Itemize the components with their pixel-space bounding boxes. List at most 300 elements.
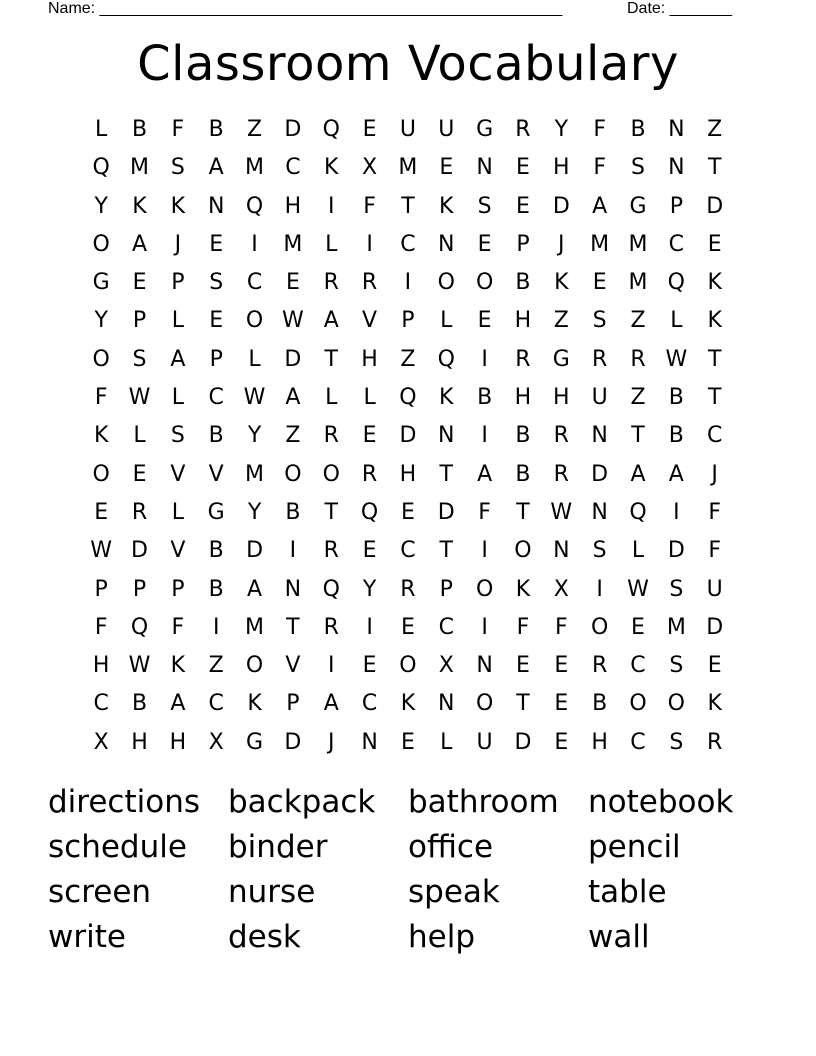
grid-cell[interactable]: L xyxy=(363,385,376,411)
grid-cell[interactable]: E xyxy=(132,461,147,487)
grid-cell[interactable]: J xyxy=(327,729,335,755)
grid-cell[interactable]: L xyxy=(440,308,453,334)
grid-cell[interactable]: H xyxy=(591,729,608,755)
grid-cell[interactable]: O xyxy=(475,270,494,296)
grid-cell[interactable]: H xyxy=(514,308,532,334)
grid-cell[interactable]: B xyxy=(208,117,224,142)
grid-cell[interactable]: N xyxy=(438,691,455,717)
grid-cell[interactable]: D xyxy=(706,193,724,219)
grid-cell[interactable]: B xyxy=(131,691,148,717)
grid-cell[interactable]: I xyxy=(673,499,680,525)
grid-cell[interactable]: I xyxy=(366,614,373,640)
grid-cell[interactable]: E xyxy=(400,729,415,755)
grid-cell[interactable]: H xyxy=(92,653,110,679)
grid-cell[interactable]: B xyxy=(477,385,493,411)
grid-cell[interactable]: W xyxy=(243,385,266,411)
grid-cell[interactable]: I xyxy=(481,614,488,640)
grid-cell[interactable]: R xyxy=(400,576,416,602)
grid-cell[interactable]: R xyxy=(515,117,531,142)
grid-cell[interactable]: N xyxy=(361,729,378,755)
grid-cell[interactable]: D xyxy=(284,729,302,755)
grid-cell[interactable]: K xyxy=(132,193,147,219)
grid-cell[interactable]: P xyxy=(401,308,415,334)
grid-cell[interactable]: N xyxy=(438,231,455,257)
grid-cell[interactable]: S xyxy=(170,423,185,449)
grid-cell[interactable]: J xyxy=(174,231,182,257)
grid-cell[interactable]: E xyxy=(400,499,415,525)
grid-cell[interactable]: S xyxy=(669,653,684,679)
grid-cell[interactable]: O xyxy=(399,653,417,679)
grid-cell[interactable]: A xyxy=(592,193,608,219)
grid-cell[interactable]: E xyxy=(554,691,569,717)
grid-cell[interactable]: O xyxy=(629,691,647,717)
grid-cell[interactable]: F xyxy=(516,614,530,640)
grid-cell[interactable]: R xyxy=(323,538,339,564)
grid-cell[interactable]: M xyxy=(628,231,648,257)
grid-cell[interactable]: D xyxy=(131,538,148,564)
grid-cell[interactable]: G xyxy=(92,270,110,296)
grid-cell[interactable]: Z xyxy=(247,117,263,142)
grid-cell[interactable]: M xyxy=(245,614,265,640)
grid-cell[interactable]: T xyxy=(439,461,453,487)
grid-cell[interactable]: Y xyxy=(247,423,262,449)
grid-cell[interactable]: E xyxy=(362,117,377,142)
grid-cell[interactable]: E xyxy=(400,614,415,640)
grid-cell[interactable]: B xyxy=(208,576,224,602)
grid-cell[interactable]: H xyxy=(399,461,417,487)
grid-cell[interactable]: D xyxy=(284,117,302,142)
grid-cell[interactable]: K xyxy=(170,653,186,679)
grid-cell[interactable]: C xyxy=(400,538,416,564)
grid-cell[interactable]: N xyxy=(668,155,685,181)
grid-cell[interactable]: E xyxy=(516,193,530,219)
grid-cell[interactable]: A xyxy=(170,691,186,717)
grid-cell[interactable]: Y xyxy=(362,576,377,602)
grid-row xyxy=(82,724,734,762)
grid-cell[interactable]: M xyxy=(245,155,265,181)
grid-cell[interactable]: E xyxy=(592,270,607,296)
grid-cell[interactable]: D xyxy=(667,538,685,564)
grid-cell[interactable]: Z xyxy=(400,346,416,372)
grid-cell[interactable]: H xyxy=(553,155,570,181)
grid-cell[interactable]: I xyxy=(327,653,335,679)
grid-row xyxy=(82,226,734,264)
word-list-item: notebook xyxy=(588,784,734,820)
grid-cell[interactable]: E xyxy=(707,653,722,679)
grid-cell[interactable]: I xyxy=(596,576,603,602)
grid-cell[interactable]: E xyxy=(554,653,569,679)
grid-cell[interactable]: C xyxy=(246,270,263,296)
grid-cell[interactable]: D xyxy=(246,538,264,564)
grid-cell[interactable]: F xyxy=(708,538,721,564)
grid-cell[interactable]: R xyxy=(515,346,531,372)
grid-cell[interactable]: P xyxy=(286,691,300,717)
grid-cell[interactable]: K xyxy=(439,193,454,219)
grid-cell[interactable]: D xyxy=(706,614,724,640)
grid-cell[interactable]: I xyxy=(404,270,412,296)
grid-cell[interactable]: X xyxy=(553,576,569,602)
grid-cell[interactable]: K xyxy=(707,308,722,334)
grid-cell[interactable]: A xyxy=(323,691,339,717)
grid-cell[interactable]: B xyxy=(285,499,301,525)
grid-cell[interactable]: R xyxy=(361,461,378,487)
grid-cell[interactable]: E xyxy=(477,231,492,257)
grid-cell[interactable]: X xyxy=(93,729,109,755)
grid-cell[interactable]: T xyxy=(286,614,300,640)
grid-cell[interactable]: C xyxy=(285,155,301,181)
grid-cell[interactable]: W xyxy=(128,653,151,679)
grid-cell[interactable]: U xyxy=(476,729,493,755)
grid-cell[interactable]: A xyxy=(131,231,148,257)
grid-cell[interactable]: P xyxy=(516,231,530,257)
grid-cell[interactable]: Z xyxy=(285,423,301,449)
grid-cell[interactable]: S xyxy=(170,155,185,181)
grid-cell[interactable]: I xyxy=(481,346,488,372)
grid-cell[interactable]: N xyxy=(476,155,493,181)
grid-cell[interactable]: A xyxy=(477,461,493,487)
grid-cell[interactable]: J xyxy=(711,461,718,487)
grid-cell[interactable]: W xyxy=(282,308,304,334)
grid-cell[interactable]: R xyxy=(630,346,646,372)
grid-cell[interactable]: N xyxy=(284,576,302,602)
grid-cell[interactable]: V xyxy=(362,308,378,334)
grid-cell[interactable]: G xyxy=(629,193,647,219)
grid-cell[interactable]: L xyxy=(248,346,261,372)
grid-cell[interactable]: E xyxy=(285,270,300,296)
grid-cell[interactable]: K xyxy=(515,576,531,602)
grid-cell[interactable]: B xyxy=(515,423,531,449)
grid-cell[interactable]: S xyxy=(477,193,492,219)
grid-cell[interactable]: H xyxy=(514,385,532,411)
grid-cell[interactable]: M xyxy=(590,231,610,257)
grid-cell[interactable]: G xyxy=(207,499,225,525)
grid-cell[interactable]: T xyxy=(439,538,453,564)
grid-cell[interactable]: H xyxy=(361,346,378,372)
grid-cell[interactable]: V xyxy=(170,538,186,564)
grid-cell[interactable]: M xyxy=(628,270,648,296)
grid-cell[interactable]: O xyxy=(92,346,110,372)
grid-cell[interactable]: R xyxy=(323,614,339,640)
grid-cell[interactable]: O xyxy=(92,461,110,487)
grid-cell[interactable]: S xyxy=(592,308,607,334)
grid-cell[interactable]: E xyxy=(516,155,530,181)
grid-cell[interactable]: H xyxy=(553,385,570,411)
grid-cell[interactable]: B xyxy=(668,385,684,411)
grid-cell[interactable]: L xyxy=(325,385,338,411)
grid-cell[interactable]: T xyxy=(324,346,338,372)
grid-cell[interactable]: Y xyxy=(554,117,569,142)
grid-cell[interactable]: F xyxy=(593,155,606,181)
grid-cell[interactable]: A xyxy=(668,461,684,487)
grid-cell[interactable]: Y xyxy=(94,193,108,219)
word-list-item: table xyxy=(588,874,667,910)
grid-cell[interactable]: I xyxy=(251,231,258,257)
grid-cell[interactable]: R xyxy=(361,270,378,296)
grid-cell[interactable]: W xyxy=(627,576,649,602)
grid-cell[interactable]: P xyxy=(439,576,453,602)
grid-cell[interactable]: A xyxy=(247,576,263,602)
grid-cell[interactable]: E xyxy=(477,308,492,334)
grid-cell[interactable]: Z xyxy=(553,308,569,334)
grid-cell[interactable]: Q xyxy=(322,576,340,602)
grid-cell[interactable]: P xyxy=(171,270,185,296)
grid-cell[interactable]: Y xyxy=(94,308,108,334)
grid-cell[interactable]: T xyxy=(324,499,338,525)
grid-cell[interactable]: F xyxy=(478,499,491,525)
grid-cell[interactable]: B xyxy=(630,117,646,142)
grid-cell[interactable]: Q xyxy=(399,385,417,411)
grid-cell[interactable]: B xyxy=(208,538,224,564)
grid-cell[interactable]: R xyxy=(323,270,339,296)
grid-cell[interactable]: F xyxy=(554,614,568,640)
grid-cell[interactable]: F xyxy=(94,385,108,411)
grid-cell[interactable]: I xyxy=(366,231,373,257)
grid-cell[interactable]: Q xyxy=(92,155,110,181)
grid-cell[interactable]: P xyxy=(132,576,147,602)
word-list-item: office xyxy=(408,829,494,865)
grid-cell[interactable]: K xyxy=(707,270,722,296)
grid-cell[interactable]: M xyxy=(283,231,303,257)
grid-cell[interactable]: T xyxy=(707,346,722,372)
grid-cell[interactable]: A xyxy=(170,346,186,372)
grid-cell[interactable]: D xyxy=(514,729,532,755)
grid-cell[interactable]: Q xyxy=(360,499,379,525)
grid-cell[interactable]: E xyxy=(631,614,645,640)
grid-cell[interactable]: W xyxy=(550,499,573,525)
grid-cell[interactable]: W xyxy=(128,385,151,411)
grid-cell[interactable]: Q xyxy=(130,614,149,640)
grid-cell[interactable]: N xyxy=(668,117,685,142)
grid-cell[interactable]: K xyxy=(247,691,262,717)
grid-cell[interactable]: X xyxy=(438,653,454,679)
grid-cell[interactable]: T xyxy=(707,385,722,411)
grid-cell[interactable]: L xyxy=(670,308,683,334)
grid-cell[interactable]: K xyxy=(554,270,569,296)
grid-cell[interactable]: C xyxy=(668,231,685,257)
grid-cell[interactable]: M xyxy=(666,614,686,640)
grid-cell[interactable]: O xyxy=(92,231,110,257)
grid-cell[interactable]: P xyxy=(209,346,223,372)
grid-cell[interactable]: N xyxy=(591,499,608,525)
grid-cell[interactable]: S xyxy=(209,270,224,296)
grid-cell[interactable]: B xyxy=(515,270,531,296)
grid-cell[interactable]: R xyxy=(591,346,608,372)
grid-cell[interactable]: Z xyxy=(707,117,723,142)
grid-cell[interactable]: F xyxy=(94,614,108,640)
grid-cell[interactable]: A xyxy=(285,385,301,411)
grid-cell[interactable]: H xyxy=(169,729,187,755)
grid-cell[interactable]: O xyxy=(667,691,685,717)
grid-cell[interactable]: S xyxy=(132,346,147,372)
grid-cell[interactable]: E xyxy=(209,308,224,334)
grid-cell[interactable]: N xyxy=(591,423,608,449)
grid-cell[interactable]: K xyxy=(707,691,722,717)
grid-cell[interactable]: U xyxy=(399,117,416,142)
grid-cell[interactable]: K xyxy=(170,193,186,219)
grid-cell[interactable]: I xyxy=(212,614,220,640)
grid-cell[interactable]: P xyxy=(669,193,683,219)
grid-row xyxy=(82,456,734,494)
grid-cell[interactable]: H xyxy=(284,193,302,219)
grid-cell[interactable]: Q xyxy=(667,270,685,296)
grid-cell[interactable]: V xyxy=(208,461,224,487)
grid-cell[interactable]: S xyxy=(631,155,645,181)
grid-cell[interactable]: E xyxy=(516,653,530,679)
grid-cell[interactable]: R xyxy=(323,423,339,449)
grid-cell[interactable]: U xyxy=(591,385,608,411)
grid-cell[interactable]: W xyxy=(90,538,113,564)
grid-cell[interactable]: R xyxy=(591,653,608,679)
grid-cell[interactable]: F xyxy=(171,614,185,640)
grid-cell[interactable]: Q xyxy=(245,193,264,219)
grid-cell[interactable]: N xyxy=(553,538,570,564)
grid-cell[interactable]: B xyxy=(592,691,608,717)
grid-cell[interactable]: P xyxy=(94,576,108,602)
date-field[interactable]: Date: _______ xyxy=(627,0,732,17)
grid-cell[interactable]: M xyxy=(130,155,149,181)
grid-cell[interactable]: R xyxy=(553,423,569,449)
grid-cell[interactable]: N xyxy=(207,193,225,219)
grid-cell[interactable]: I xyxy=(481,423,488,449)
grid-cell[interactable]: U xyxy=(438,117,455,142)
grid-cell[interactable]: M xyxy=(245,461,265,487)
grid-cell[interactable]: S xyxy=(592,538,607,564)
grid-cell[interactable]: E xyxy=(132,270,147,296)
grid-cell[interactable]: C xyxy=(630,653,646,679)
grid-cell[interactable]: I xyxy=(327,193,335,219)
grid-cell[interactable]: C xyxy=(208,691,224,717)
word-list-item: schedule xyxy=(48,829,187,865)
grid-cell[interactable]: C xyxy=(93,691,109,717)
grid-cell[interactable]: F xyxy=(708,499,721,525)
name-field[interactable]: Name: ____________________________________________________ xyxy=(48,0,563,17)
word-list-item: backpack xyxy=(228,784,376,820)
grid-cell[interactable]: C xyxy=(361,691,378,717)
grid-cell[interactable]: C xyxy=(400,231,416,257)
grid-cell[interactable]: O xyxy=(475,576,494,602)
grid-cell[interactable]: O xyxy=(590,614,609,640)
grid-cell[interactable]: I xyxy=(289,538,297,564)
grid-cell[interactable]: B xyxy=(208,423,224,449)
grid-cell[interactable]: D xyxy=(552,193,570,219)
grid-cell[interactable]: C xyxy=(208,385,224,411)
grid-cell[interactable]: N xyxy=(476,653,493,679)
grid-cell[interactable]: O xyxy=(245,308,264,334)
grid-cell[interactable]: L xyxy=(171,385,184,411)
grid-cell[interactable]: E xyxy=(707,231,722,257)
grid-cell[interactable]: L xyxy=(325,231,338,257)
grid-cell[interactable]: L xyxy=(631,538,645,564)
grid-cell[interactable]: O xyxy=(475,691,494,717)
grid-cell[interactable]: F xyxy=(171,117,185,142)
grid-cell[interactable]: I xyxy=(481,538,488,564)
grid-cell[interactable]: T xyxy=(516,499,530,525)
grid-cell[interactable]: K xyxy=(439,385,454,411)
grid-cell[interactable]: G xyxy=(552,346,570,372)
grid-cell[interactable]: T xyxy=(707,155,722,181)
grid-cell[interactable]: H xyxy=(131,729,148,755)
grid-cell[interactable]: O xyxy=(284,461,302,487)
grid-cell[interactable]: F xyxy=(593,117,606,142)
grid-cell[interactable]: G xyxy=(246,729,264,755)
grid-cell[interactable]: V xyxy=(285,653,301,679)
grid-cell[interactable]: D xyxy=(399,423,417,449)
grid-cell[interactable]: L xyxy=(133,423,146,449)
grid-cell[interactable]: B xyxy=(515,461,531,487)
grid-cell[interactable]: B xyxy=(668,423,684,449)
grid-cell[interactable]: A xyxy=(630,461,646,487)
grid-cell[interactable]: K xyxy=(400,691,416,717)
grid-cell[interactable]: X xyxy=(362,155,378,181)
grid-cell[interactable]: Z xyxy=(630,308,646,334)
grid-cell[interactable]: E xyxy=(94,499,109,525)
grid-cell[interactable]: P xyxy=(132,308,147,334)
grid-cell[interactable]: D xyxy=(591,461,609,487)
grid-cell[interactable]: K xyxy=(324,155,339,181)
grid-cell[interactable]: R xyxy=(131,499,148,525)
grid-cell[interactable]: B xyxy=(131,117,148,142)
grid-cell[interactable]: F xyxy=(363,193,376,219)
grid-cell[interactable]: E xyxy=(209,231,224,257)
grid-cell[interactable]: L xyxy=(440,729,453,755)
grid-cell[interactable]: Q xyxy=(437,346,455,372)
grid-cell[interactable]: D xyxy=(284,346,302,372)
grid-cell[interactable]: O xyxy=(514,538,532,564)
grid-cell[interactable]: U xyxy=(706,576,723,602)
grid-cell[interactable]: E xyxy=(554,729,569,755)
grid-cell[interactable]: G xyxy=(476,117,494,142)
grid-cell[interactable]: Z xyxy=(630,385,646,411)
grid-cell[interactable]: P xyxy=(171,576,185,602)
grid-cell[interactable]: E xyxy=(362,538,377,564)
grid-cell[interactable]: T xyxy=(516,691,530,717)
grid-cell[interactable]: C xyxy=(438,614,454,640)
grid-cell[interactable]: Q xyxy=(322,117,340,142)
grid-cell[interactable]: E xyxy=(439,155,454,181)
grid-cell[interactable]: D xyxy=(437,499,455,525)
grid-cell[interactable]: C xyxy=(630,729,646,755)
grid-cell[interactable]: R xyxy=(707,729,723,755)
grid-cell[interactable]: L xyxy=(171,499,184,525)
grid-cell[interactable]: E xyxy=(362,423,377,449)
grid-cell[interactable]: A xyxy=(208,155,224,181)
grid-cell[interactable]: J xyxy=(558,231,565,257)
grid-cell[interactable]: V xyxy=(170,461,186,487)
grid-cell[interactable]: E xyxy=(362,653,377,679)
grid-cell[interactable]: L xyxy=(171,308,184,334)
grid-cell[interactable]: N xyxy=(438,423,455,449)
grid-cell[interactable]: R xyxy=(553,461,569,487)
grid-cell[interactable]: L xyxy=(95,117,108,142)
grid-cell[interactable]: A xyxy=(323,308,339,334)
grid-cell[interactable]: K xyxy=(93,423,109,449)
grid-cell[interactable]: Z xyxy=(208,653,224,679)
grid-cell[interactable]: Y xyxy=(247,499,262,525)
grid-cell[interactable]: O xyxy=(437,270,455,296)
grid-cell[interactable]: S xyxy=(669,729,684,755)
grid-cell[interactable]: O xyxy=(322,461,340,487)
word-list-item: bathroom xyxy=(408,784,559,820)
grid-cell[interactable]: M xyxy=(398,155,418,181)
grid-cell[interactable]: W xyxy=(665,346,688,372)
grid-cell[interactable]: T xyxy=(631,423,645,449)
grid-cell[interactable]: X xyxy=(208,729,224,755)
grid-cell[interactable]: T xyxy=(401,193,415,219)
grid-cell[interactable]: S xyxy=(669,576,684,602)
grid-cell[interactable]: O xyxy=(245,653,264,679)
grid-cell[interactable]: Q xyxy=(629,499,647,525)
grid-cell[interactable]: C xyxy=(706,423,723,449)
